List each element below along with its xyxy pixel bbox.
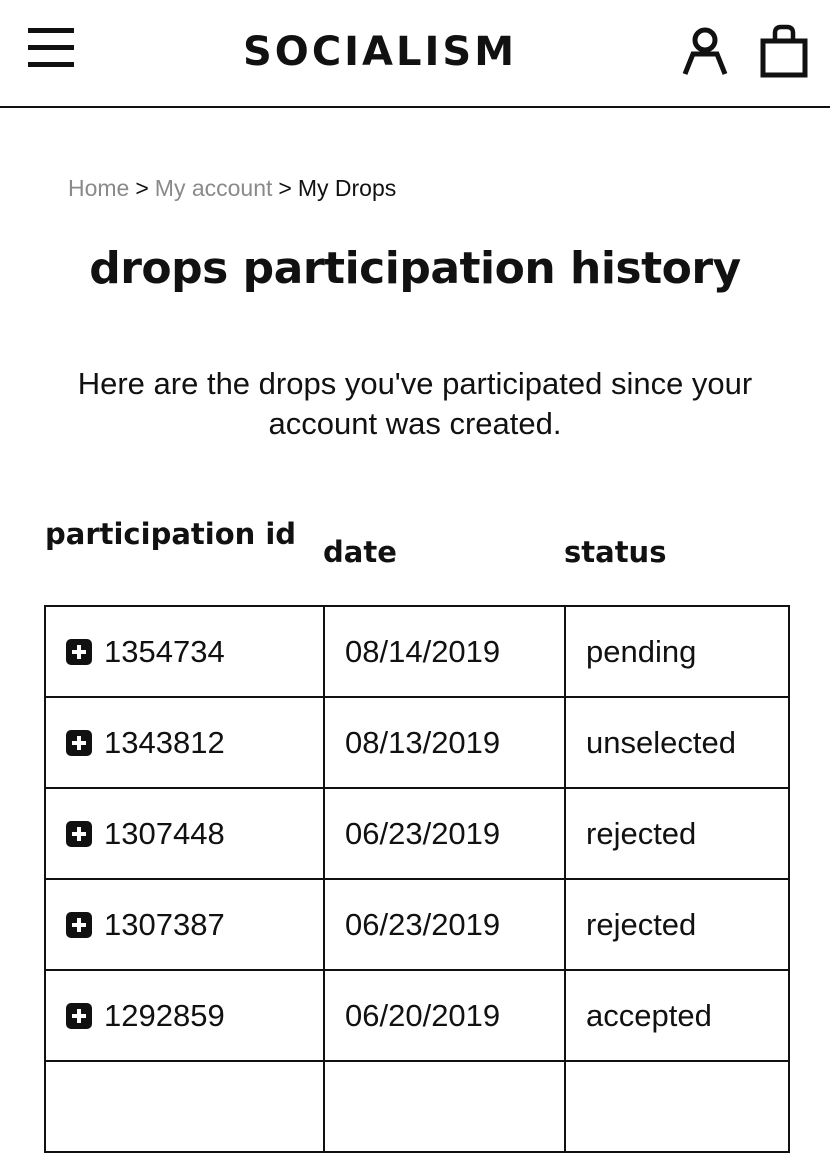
intro-text: Here are the drops you've participated since your account was created. [77,366,753,441]
table-row [45,788,789,879]
plus-square-icon[interactable] [66,639,92,665]
plus-square-icon[interactable] [66,1003,92,1029]
date-cell: 08/13/2019 [324,697,565,788]
breadcrumb-account-link[interactable]: My account [154,175,273,201]
date-cell: 06/20/2019 [324,970,565,1061]
hamburger-menu-icon[interactable] [28,28,74,68]
column-header-date: date [323,535,397,569]
table-row [45,606,789,697]
table-row [45,697,789,788]
participation-id-cell [45,879,324,970]
breadcrumb-separator: > [135,175,149,201]
participation-id: 1343812 [104,724,225,760]
shopping-bag-icon[interactable] [760,24,808,78]
table-row [45,970,789,1061]
participation-id-cell [45,970,324,1061]
participation-id: 1307448 [104,815,225,851]
table-row [45,879,789,970]
date-cell: 08/14/2019 [324,606,565,697]
column-header-status: status [564,535,667,569]
table-row [45,1061,789,1152]
plus-square-icon[interactable] [66,912,92,938]
breadcrumb-current: My Drops [297,175,397,201]
status-cell [565,1061,789,1152]
breadcrumb-separator: > [278,175,292,201]
status-cell: accepted [565,970,789,1061]
date-cell [324,1061,565,1152]
plus-square-icon[interactable] [66,821,92,847]
site-logo[interactable]: SOCIALISM [243,29,517,75]
plus-square-icon[interactable] [66,730,92,756]
user-icon[interactable] [680,26,730,76]
status-cell: rejected [565,879,789,970]
participation-id: 1307387 [104,906,225,942]
participation-id-cell [45,1061,324,1152]
column-header-participation-id: participation id [45,517,297,551]
site-header [0,0,830,108]
participation-id: 1354734 [104,633,225,669]
status-cell: unselected [565,697,789,788]
breadcrumb-home-link[interactable]: Home [68,175,130,201]
participation-id-cell [45,606,324,697]
participation-id-cell [45,788,324,879]
status-cell: pending [565,606,789,697]
breadcrumb [68,172,396,204]
page-title: drops participation history [89,243,741,294]
date-cell: 06/23/2019 [324,788,565,879]
date-cell: 06/23/2019 [324,879,565,970]
participation-id: 1292859 [104,997,225,1033]
participation-id-cell [45,697,324,788]
status-cell: rejected [565,788,789,879]
participation-table [44,605,790,1153]
